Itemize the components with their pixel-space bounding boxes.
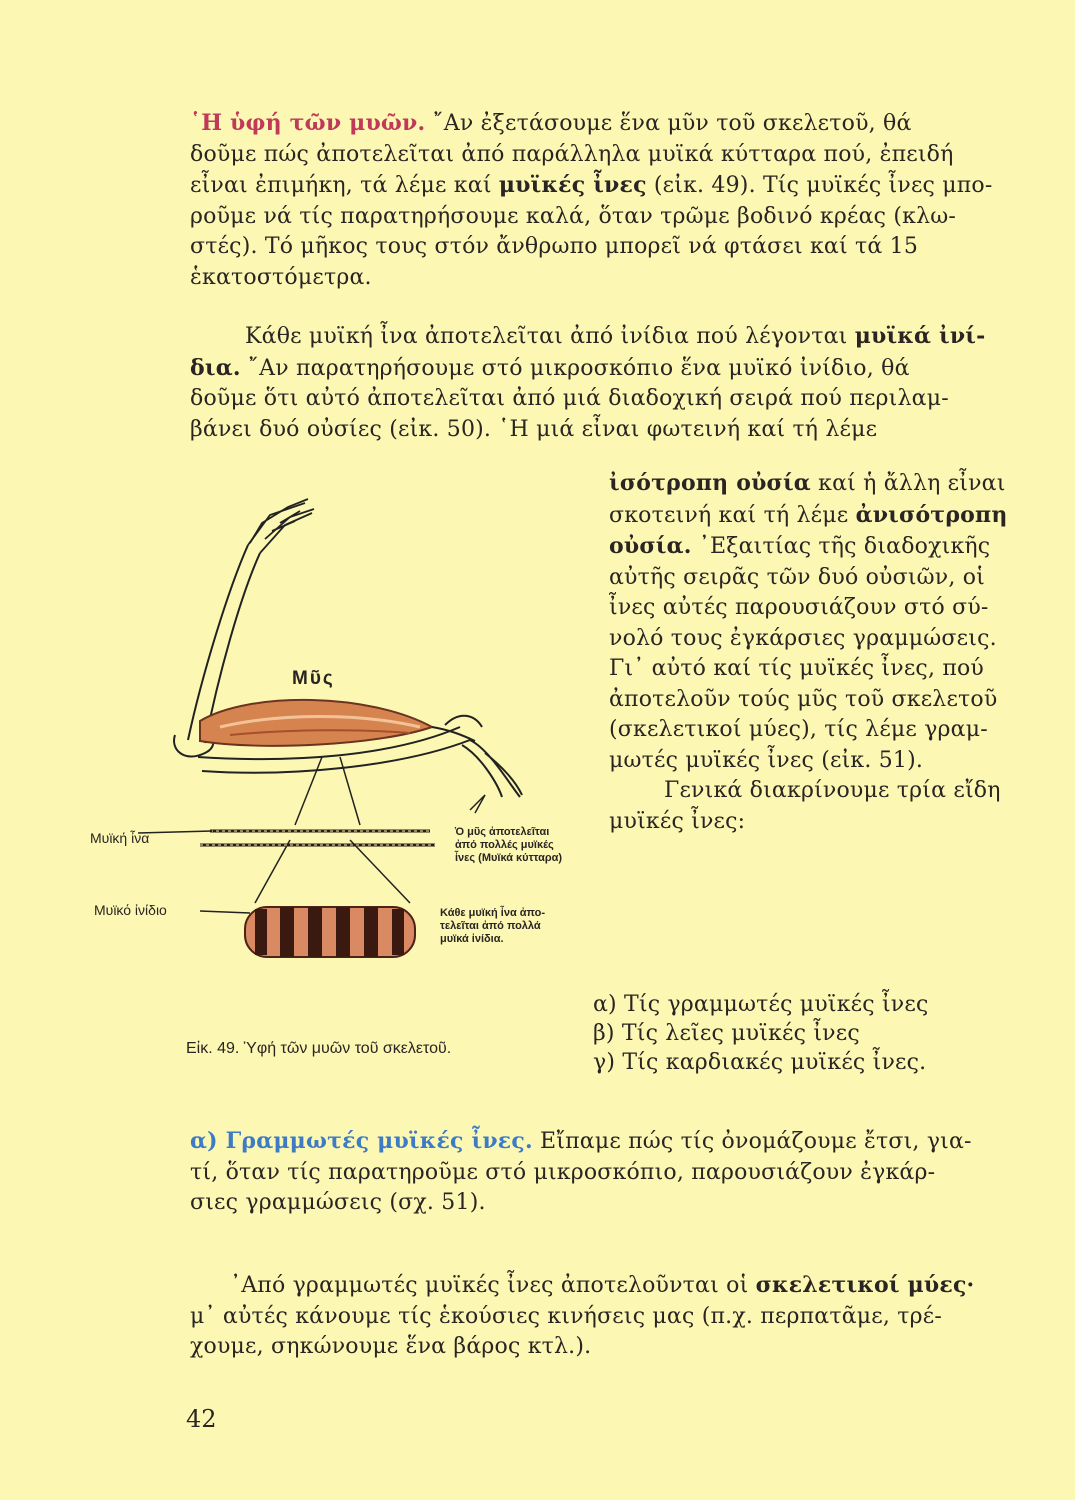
page-number: 42: [186, 1405, 217, 1433]
line: [609, 500, 1039, 532]
muscle-fiber-icon: [200, 831, 435, 845]
line: [190, 321, 1035, 353]
muscle-fiber-label: Μυϊκή ἶνα: [90, 830, 150, 846]
note-line: Κάθε μυϊκή ἶνα ἀπο-: [440, 907, 546, 919]
text: Κάθε μυϊκή ἶνα ἀποτελεῖται ἀπό ἰνίδια πού λέγονται: [245, 324, 848, 349]
line: [190, 353, 1035, 385]
text: Εἴπαμε πώς τίς ὀνομάζουμε ἔτσι, για-: [540, 1129, 972, 1154]
line: Γενικά διακρίνουμε τρία εἴδη: [664, 778, 1001, 803]
note-line: μυϊκά ἰνίδια.: [440, 933, 504, 945]
text: εἶναι ἐπιμήκη, τά λέμε καί: [190, 173, 492, 198]
text: ῎Αν παρατηρήσουμε στό μικροσκόπιο ἕνα μυϊκό ἰνίδιο, θά: [247, 355, 910, 381]
text: καί ἡ ἄλλη εἶναι: [818, 471, 1006, 496]
line: μ᾿ αὐτές κάνουμε τίς ἑκούσιες κινήσεις μας (π.χ. περπατᾶμε, τρέ-: [190, 1303, 942, 1329]
line: [190, 1126, 1035, 1158]
list-item: γ) Τίς καρδιακές μυϊκές ἶνες.: [593, 1050, 927, 1075]
text: (εἰκ. 49). Τίς μυϊκές ἶνες μπο-: [653, 173, 993, 198]
muscle-fibril-label: Μυϊκό ἰνίδιο: [94, 902, 167, 918]
muscle-label: Μῦς: [292, 668, 335, 689]
text: ᾿Από γραμμωτές μυϊκές ἶνες ἀποτελοῦνται οἱ: [230, 1273, 749, 1298]
text: ᾿Εξαιτίας τῆς διαδοχικῆς: [698, 534, 991, 559]
term: δια.: [190, 354, 241, 381]
section-1: [190, 108, 1035, 293]
line: νολό τους ἐγκάρσιες γραμμώσεις.: [609, 625, 997, 651]
figure-note-2: [440, 907, 545, 946]
line: αὐτῆς σειρᾶς τῶν δυό οὐσιῶν, οἱ: [609, 564, 986, 590]
line: χουμε, σηκώνουμε ἕνα βάρος κτλ.).: [190, 1334, 592, 1359]
line: (σκελετικοί μύες), τίς λέμε γραμ-: [609, 717, 988, 742]
section-heading: ῾Η ὑφή τῶν μυῶν.: [190, 110, 426, 136]
figure-note-1: [455, 826, 562, 865]
note-line: τελεῖται ἀπό πολλά: [440, 920, 541, 932]
fibril-pointer: [200, 911, 250, 913]
figure-arm-muscle: [90, 495, 610, 970]
line: στές). Τό μῆκος τους στόν ἄνθρωπο μπορεῖ νά φτάσει καί τά 15: [190, 234, 919, 259]
line: ροῦμε νά τίς παρατηρήσουμε καλά, ὅταν τρῶμε βοδινό κρέας (κλω-: [190, 203, 956, 229]
line: [190, 108, 1035, 140]
section-3: [190, 1126, 1035, 1219]
types-list: [593, 990, 928, 1077]
line: μυϊκές ἶνες:: [609, 808, 746, 834]
line: Γι᾿ αὐτό καί τίς μυϊκές ἶνες, πού: [609, 656, 985, 681]
note-line: ἶνες (Μυϊκά κύτταρα): [455, 852, 563, 864]
term: σκελετικοί μύες·: [755, 1272, 975, 1298]
figure-caption: Εἰκ. 49. Ὑφή τῶν μυῶν τοῦ σκελετοῦ.: [186, 1040, 452, 1057]
line: μωτές μυϊκές ἶνες (εἰκ. 51).: [609, 747, 924, 773]
list-item: α) Τίς γραμμωτές μυϊκές ἶνες: [593, 992, 929, 1017]
line: ἑκατοστόμετρα.: [190, 264, 372, 290]
line: σιες γραμμώσεις (σχ. 51).: [190, 1190, 486, 1215]
line: ἀποτελοῦν τούς μῦς τοῦ σκελετοῦ: [609, 686, 998, 712]
section-2: [190, 321, 1035, 445]
text: ῎Αν ἐξετάσουμε ἕνα μῦν τοῦ σκελετοῦ, θά: [432, 111, 912, 136]
line: δοῦμε ὅτι αὐτό ἀποτελεῖται ἀπό μιά διαδοχική σειρά πού περιλαμ-: [190, 386, 949, 411]
term: οὐσία.: [609, 533, 692, 559]
muscle-fibril-icon: [245, 907, 415, 957]
hand-bones-icon: [248, 499, 314, 553]
line: δοῦμε πώς ἀποτελεῖται ἀπό παράλληλα μυϊκά κύτταρα πού, ἐπειδή: [190, 141, 954, 167]
section-4: [190, 1270, 1035, 1363]
line: βάνει δυό οὐσίες (εἰκ. 50). ῾Η μιά εἶναι φωτεινή καί τή λέμε: [190, 416, 878, 442]
line: ἶνες αὐτές παρουσιάζουν στό σύ-: [609, 595, 989, 620]
line: τί, ὅταν τίς παρατηροῦμε στό μικροσκόπιο, παρουσιάζουν ἐγκάρ-: [190, 1159, 936, 1185]
muscle-icon: [200, 700, 475, 746]
line: [609, 468, 1039, 500]
text: σκοτεινή καί τή λέμε: [609, 502, 849, 528]
list-item: β) Τίς λεῖες μυϊκές ἶνες: [593, 1021, 860, 1046]
line: [190, 170, 1035, 202]
section-2-column: [609, 468, 1039, 837]
term: μυϊκά ἰνί-: [854, 323, 986, 349]
line: [190, 1270, 1035, 1302]
section-heading: α) Γραμμωτές μυϊκές ἶνες.: [190, 1128, 533, 1154]
note-line: Ὁ μῦς ἀποτελεῖται: [455, 826, 550, 838]
term: ἀνισότροπη: [855, 501, 1008, 528]
term: μυϊκές ἶνες: [498, 172, 647, 198]
term: ἰσότροπη οὐσία: [609, 470, 811, 496]
note-line: ἀπό πολλές μυϊκές: [455, 839, 554, 851]
line: [609, 531, 1039, 563]
